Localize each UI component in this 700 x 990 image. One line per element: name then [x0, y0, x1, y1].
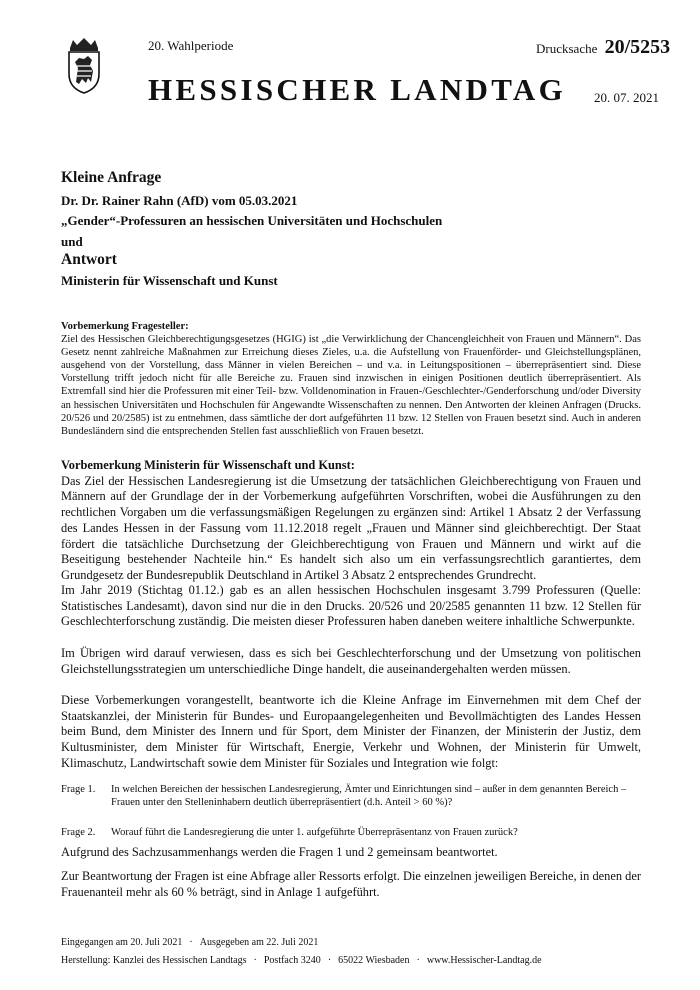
footer-postfach: Postfach 3240	[263, 955, 321, 966]
frage-1-text: In welchen Bereichen der hessischen Landesregierung, Ämter und Einrichtungen sind – außer in dem genannten Bereich – Frauen unter den Stelleninhabern deutlich überrepräsentiert (d.h. Anteil > 60 %)?	[111, 784, 627, 809]
ministerin-paragraph-3-wrap	[61, 646, 641, 677]
footer-website: www.Hessischer-Landtag.de	[426, 955, 542, 966]
ministry-line: Ministerin für Wissenschaft und Kunst	[61, 273, 278, 288]
ministerin-paragraph-4-wrap	[61, 693, 641, 772]
und-line: und	[61, 234, 83, 249]
document-date: 20. 07. 2021	[594, 90, 659, 105]
ministerin-paragraph-2: Im Jahr 2019 (Stichtag 01.12.) gab es an allen hessischen Hochschulen insgesamt 3.799 Professuren (Quelle: Statistisches Landesamt), davon sind nur die in den Drucks. 20/526 und 20/2585 genannten 11 bzw. 12 Stellen für Geschlechterforschung zuständig. Die meisten dieser Professuren haben daneben weitere inhaltliche Schwerpunkte.	[61, 583, 641, 629]
document-title: HESSISCHER LANDTAG	[148, 72, 567, 107]
answer-paragraph-1-wrap	[61, 845, 641, 861]
ministerin-paragraph-3: Im Übrigen wird darauf verwiesen, dass es sich bei Geschlechterforschung und der Umsetzung von politischen Gleichstellungsstrategien um unterschiedliche Dinge handelt, die auseinandergehalten werden müssen.	[61, 646, 641, 676]
vorbemerkung-fragesteller-text: Ziel des Hessischen Gleichberechtigungsgesetzes (HGIG) ist „die Verwirklichung der Chancengleichheit von Frauen und Männern“. Das Gesetz nennt zahlreiche Maßnahmen zur Erreichung dieses Zieles, u.a. die Aufstellung von Frauenförder- und Gleichstellungsplänen, ausgehend von der Vorstellung, dass Männer in vielen Bereichen – und v.a. in Leitungspositionen – überrepräsentiert sind. Diese Vorstellung trifft jedoch nicht für alle Bereiche zu. Frauen sind inzwischen in einigen Positionen deutlich überrepräsentiert. Als Extremfall sind hier die Professuren mit einer Teil- bzw. Volldenomination in Frauen-/Geschlechter-/Genderforschung und/oder Diversity an hessischen Universitäten und Hochschulen für Angewandte Wissenschaften zu nennen. Den Antworten der kleinen Anfragen (Drucks. 20/526 und 20/2585) ist zu entnehmen, dass sämtliche der dort aufgeführten 11 bzw. 12 Stellen von Frauen besetzt sind. Auch in anderen Bundesländern sind die entsprechenden Stellen fast ausschließlich von Frauen besetzt.	[61, 334, 641, 437]
footer-ort: 65022 Wiesbaden	[338, 955, 410, 966]
ministerin-paragraph-2-wrap	[61, 583, 641, 630]
answer-paragraph-2: Zur Beantwortung der Fragen ist eine Abfrage aller Ressorts erfolgt. Die einzelnen jeweiligen Bereiche, in denen der Frauenanteil mehr als 60 % beträgt, sind in Anlage 1 aufgeführt.	[61, 869, 641, 899]
footer-herstellung: Herstellung: Kanzlei des Hessischen Landtags	[61, 955, 247, 966]
drucksache	[536, 36, 670, 59]
footer-separator: ·	[416, 955, 420, 966]
kleine-anfrage-heading: Kleine Anfrage	[61, 169, 162, 186]
wahlperiode: 20. Wahlperiode	[148, 38, 234, 53]
footer-separator: ·	[327, 955, 332, 966]
drucksache-label: Drucksache	[536, 41, 598, 56]
antwort-heading: Antwort	[61, 251, 117, 268]
footer-eingegangen: Eingegangen am 20. Juli 2021	[61, 937, 183, 948]
footer-imprint	[61, 952, 542, 969]
answer-paragraph-1: Aufgrund des Sachzusammenhangs werden die Fragen 1 und 2 gemeinsam beantwortet.	[61, 845, 498, 859]
frage-2-label: Frage 2.	[61, 827, 96, 838]
vorbemerkung-fragesteller	[61, 320, 641, 438]
footer-ausgegeben: Ausgegeben am 22. Juli 2021	[199, 937, 319, 948]
ministerin-paragraph-4: Diese Vorbemerkungen vorangestellt, beantworte ich die Kleine Anfrage im Einvernehmen mit dem Chef der Staatskanzlei, der Ministerin für Bundes- und Europaangelegenheiten und Bevollmächtigten des Landes Hessen beim Bund, dem Minister des Innern und für Sport, dem Minister der Finanzen, der Ministerin der Justiz, dem Kultusminister, dem Minister für Wirtschaft, Energie, Verkehr und Wohnen, der Ministerin für Umwelt, Klimaschutz, Landwirtschaft sowie dem Minister für Soziales und Integration wie folgt:	[61, 693, 641, 770]
author-line: Dr. Dr. Rainer Rahn (AfD) vom 05.03.2021	[61, 193, 298, 208]
footer-dates	[61, 934, 318, 951]
hessen-coat-of-arms-icon	[64, 38, 104, 94]
frage-1-label: Frage 1.	[61, 784, 96, 795]
drucksache-number: 20/5253	[604, 36, 671, 58]
subject-line: „Gender“-Professuren an hessischen Universitäten und Hochschulen	[61, 213, 443, 228]
footer-separator: ·	[253, 955, 257, 966]
vorbemerkung-ministerin	[61, 458, 641, 584]
footer-separator: ·	[189, 937, 193, 948]
frage-2-text: Worauf führt die Landesregierung die unter 1. aufgeführte Überrepräsentanz von Frauen zurück?	[111, 827, 518, 838]
ministerin-paragraph-1: Das Ziel der Hessischen Landesregierung ist die Umsetzung der tatsächlichen Gleichberechtigung von Frauen und Männern auf der Grundlage der in der Vorbemerkung aufgeführten Vorschriften, wobei die Ausführungen zu den rechtlichen Vorgaben um die verfassungsmäßigen Regelungen zu ergänzen sind: Artikel 1 Absatz 2 der Verfassung des Landes Hessen in der Fassung vom 11.12.2018 regelt „Frauen und Männer sind gleichberechtigt. Der Staat fördert die tatsächliche Durchsetzung der Gleichberechtigung von Frauen und Männern und wirkt auf die Beseitigung bestehender Nachteile hin.“ Es handelt sich also um ein verfassungsrechtlich garantiertes, dem Grundgesetz der Bundesrepublik Deutschland in Artikel 3 Absatz 2 entsprechendes Grundrecht.	[61, 473, 641, 582]
answer-paragraph-2-wrap	[61, 869, 641, 900]
vorbemerkung-fragesteller-title: Vorbemerkung Fragesteller:	[61, 321, 189, 332]
vorbemerkung-ministerin-title: Vorbemerkung Ministerin für Wissenschaft und Kunst:	[61, 458, 355, 472]
